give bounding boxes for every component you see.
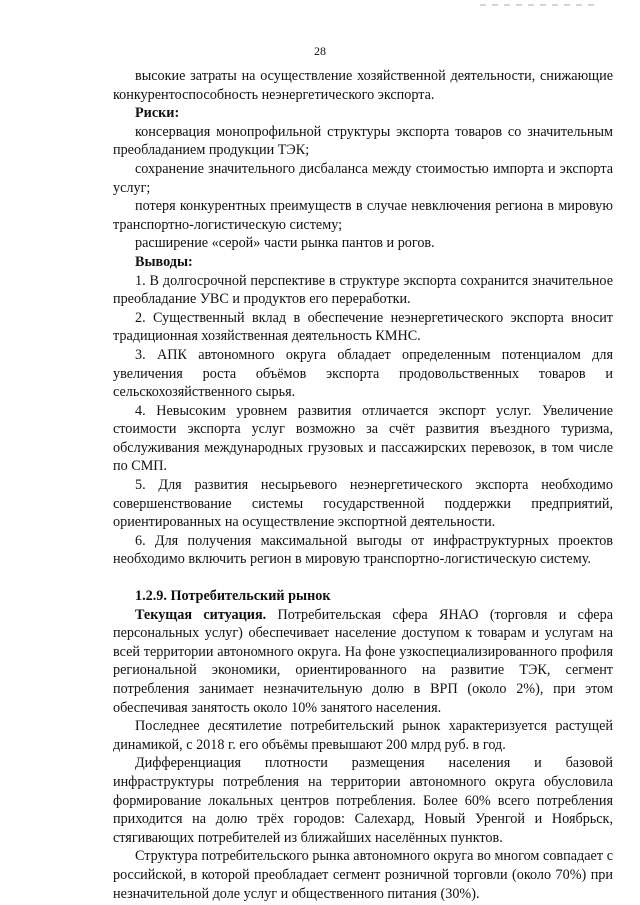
conclusion-item: 2. Существенный вклад в обеспечение неэнергетического экспорта вносит традиционная хозяйственная деятельность КМНС.: [113, 309, 613, 345]
risk-item: сохранение значительного дисбаланса между стоимостью импорта и экспорта услуг;: [113, 160, 613, 196]
paragraph-last-decade: Последнее десятилетие потребительский рынок характеризуется растущей динамикой, с 2018 г. его объёмы превышают 200 млрд руб. в год.: [113, 718, 613, 753]
conclusion-item: 3. АПК автономного округа обладает определенным потенциалом для увеличения роста объёмов экспорта продовольственных товаров и сельскохозяйственного сырья.: [113, 346, 613, 401]
conclusion-item: 6. Для получения максимальной выгоды от инфраструктурных проектов необходимо включить регион в мировую транспортно-логистическую систему.: [113, 532, 613, 568]
current-situation-label: Текущая ситуация.: [135, 606, 267, 623]
paragraph-differentiation: Дифференциация плотности размещения населения и базовой инфраструктуры потребления на территории автономного округа обусловила формирование локальных центров потребления. Более 60% всего потребления приходится на долю трёх городов: Салехард, Новый Уренгой и Ноябрьск, стягивающих потребителей из ближайших населённых пунктов.: [113, 755, 613, 846]
conclusion-item: 1. В долгосрочной перспективе в структуре экспорта сохранится значительное преобладание УВС и продуктов его переработки.: [113, 272, 613, 308]
paragraph-structure: Структура потребительского рынка автономного округа во многом совпадает с российской, в которой преобладает сегмент розничной торговли (около 70%) при незначительной доле услуг и общественного питания (30%).: [113, 848, 613, 902]
paragraph-costs: высокие затраты на осуществление хозяйственной деятельности, снижающие конкурентоспособность неэнергетического экспорта.: [113, 68, 613, 103]
page-content: [113, 67, 613, 903]
current-situation-text: Потребительская сфера ЯНАО (торговля и сфера персональных услуг) обеспечивает население доступом к товарам и услугам на всей территории автономного округа. На фоне узкоспециализированного профиля региональной экономики, ориентированного на развитие ТЭК, сегмент потребления занимает незначительную долю в ВРП (около 2%), при этом обеспечивая занятость около 10% занятого населения.: [113, 606, 613, 716]
conclusion-item: 4. Невысоким уровнем развития отличается экспорт услуг. Увеличение стоимости экспорта услуг возможно за счёт развития въездного туризма, обслуживания международных грузовых и пассажирских перевозок, в том числе по СМП.: [113, 402, 613, 475]
section-title: 1.2.9. Потребительский рынок: [135, 588, 331, 605]
scan-artifact: [480, 4, 600, 6]
risk-item: потеря конкурентных преимуществ в случае невключения региона в мировую транспортно-логистическую систему;: [113, 198, 613, 233]
risk-item: расширение «серой» части рынка пантов и рогов.: [135, 235, 435, 252]
conclusions-heading: Выводы:: [135, 253, 193, 270]
conclusion-item: 5. Для развития несырьевого неэнергетического экспорта необходимо совершенствование системы государственной поддержки предприятий, ориентированных на осуществление экспортной деятельности.: [113, 477, 613, 531]
page-number: 28: [314, 44, 326, 58]
paragraph-current-situation: [113, 606, 613, 718]
risks-heading: Риски:: [135, 105, 180, 122]
risk-item: консервация монопрофильной структуры экспорта товаров со значительным преобладанием продукции ТЭК;: [113, 123, 613, 159]
